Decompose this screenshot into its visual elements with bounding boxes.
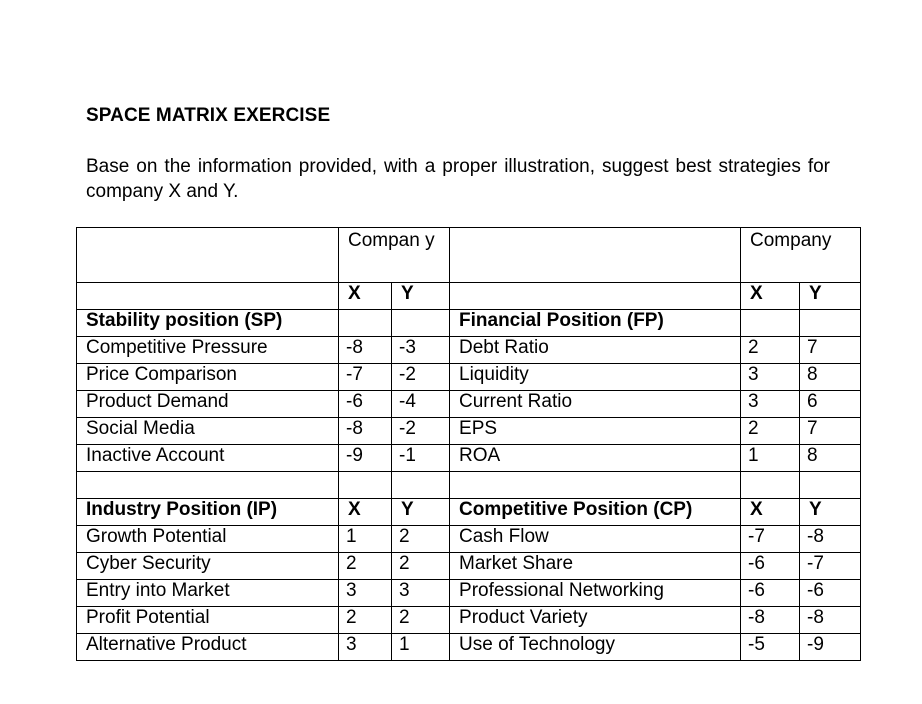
fp-x-value: 3 <box>741 391 800 418</box>
cp-y-value: -8 <box>800 607 861 634</box>
table-row <box>77 364 861 391</box>
x-column-label: X <box>339 283 392 310</box>
x-column-label: X <box>339 499 392 526</box>
sp-x-value: -8 <box>339 418 392 445</box>
ip-factor-label: Alternative Product <box>77 634 339 661</box>
fp-x-value: 1 <box>741 445 800 472</box>
ip-x-value: 1 <box>339 526 392 553</box>
cp-x-value: -8 <box>741 607 800 634</box>
sp-factor-label: Competitive Pressure <box>77 337 339 364</box>
ip-y-value: 2 <box>392 526 450 553</box>
ip-y-value: 1 <box>392 634 450 661</box>
fp-y-value: 7 <box>800 418 861 445</box>
ip-y-value: 3 <box>392 580 450 607</box>
fp-x-value: 3 <box>741 364 800 391</box>
empty-cell <box>450 472 741 499</box>
empty-cell <box>392 310 450 337</box>
x-column-label: X <box>741 283 800 310</box>
sp-y-value: -4 <box>392 391 450 418</box>
cp-x-value: -7 <box>741 526 800 553</box>
fp-factor-label: ROA <box>450 445 741 472</box>
sp-factor-label: Price Comparison <box>77 364 339 391</box>
ip-factor-label: Cyber Security <box>77 553 339 580</box>
table-row <box>77 445 861 472</box>
sp-y-value: -3 <box>392 337 450 364</box>
sp-factor-label: Inactive Account <box>77 445 339 472</box>
empty-cell <box>339 472 392 499</box>
table-row <box>77 337 861 364</box>
ip-y-value: 2 <box>392 607 450 634</box>
fp-y-value: 6 <box>800 391 861 418</box>
ip-x-value: 2 <box>339 553 392 580</box>
table-row <box>77 391 861 418</box>
table-row <box>77 553 861 580</box>
cp-x-value: -6 <box>741 580 800 607</box>
instruction-text: Base on the information provided, with a proper illustration, suggest best strategies for company X and Y. <box>86 156 830 202</box>
sp-y-value: -2 <box>392 418 450 445</box>
fp-factor-label: Liquidity <box>450 364 741 391</box>
ip-factor-label: Entry into Market <box>77 580 339 607</box>
y-column-label: Y <box>392 283 450 310</box>
section-heading-row <box>77 499 861 526</box>
sp-heading: Stability position (SP) <box>77 310 339 337</box>
y-column-label: Y <box>392 499 450 526</box>
x-column-label: X <box>741 499 800 526</box>
sp-x-value: -9 <box>339 445 392 472</box>
cp-y-value: -9 <box>800 634 861 661</box>
ip-factor-label: Growth Potential <box>77 526 339 553</box>
fp-heading: Financial Position (FP) <box>450 310 741 337</box>
empty-cell <box>77 283 339 310</box>
table-row <box>77 580 861 607</box>
header-empty-left <box>77 228 339 283</box>
cp-x-value: -5 <box>741 634 800 661</box>
table-row <box>77 526 861 553</box>
fp-factor-label: Debt Ratio <box>450 337 741 364</box>
table-row <box>77 607 861 634</box>
fp-y-value: 8 <box>800 445 861 472</box>
header-empty-right <box>450 228 741 283</box>
space-matrix-table <box>76 227 861 661</box>
empty-cell <box>800 310 861 337</box>
fp-y-value: 7 <box>800 337 861 364</box>
ip-x-value: 3 <box>339 580 392 607</box>
empty-cell <box>450 283 741 310</box>
ip-x-value: 3 <box>339 634 392 661</box>
ip-y-value: 2 <box>392 553 450 580</box>
fp-factor-label: Current Ratio <box>450 391 741 418</box>
cp-factor-label: Use of Technology <box>450 634 741 661</box>
table-row <box>77 418 861 445</box>
empty-cell <box>339 310 392 337</box>
cp-y-value: -6 <box>800 580 861 607</box>
empty-cell <box>741 310 800 337</box>
empty-cell <box>800 472 861 499</box>
xy-label-row <box>77 283 861 310</box>
sp-x-value: -7 <box>339 364 392 391</box>
ip-x-value: 2 <box>339 607 392 634</box>
sp-x-value: -8 <box>339 337 392 364</box>
cp-factor-label: Product Variety <box>450 607 741 634</box>
sp-y-value: -1 <box>392 445 450 472</box>
empty-cell <box>77 472 339 499</box>
company-header-right: Company <box>741 228 861 283</box>
sp-factor-label: Social Media <box>77 418 339 445</box>
cp-heading: Competitive Position (CP) <box>450 499 741 526</box>
document-title: SPACE MATRIX EXERCISE <box>86 105 331 126</box>
cp-factor-label: Professional Networking <box>450 580 741 607</box>
cp-y-value: -7 <box>800 553 861 580</box>
fp-y-value: 8 <box>800 364 861 391</box>
y-column-label: Y <box>800 499 861 526</box>
fp-x-value: 2 <box>741 418 800 445</box>
cp-factor-label: Cash Flow <box>450 526 741 553</box>
ip-factor-label: Profit Potential <box>77 607 339 634</box>
empty-cell <box>741 472 800 499</box>
table-row <box>77 634 861 661</box>
company-header-left: Compan y <box>339 228 450 283</box>
cp-x-value: -6 <box>741 553 800 580</box>
empty-cell <box>392 472 450 499</box>
fp-factor-label: EPS <box>450 418 741 445</box>
cp-factor-label: Market Share <box>450 553 741 580</box>
table-header-row <box>77 228 861 283</box>
fp-x-value: 2 <box>741 337 800 364</box>
sp-factor-label: Product Demand <box>77 391 339 418</box>
sp-y-value: -2 <box>392 364 450 391</box>
sp-x-value: -6 <box>339 391 392 418</box>
y-column-label: Y <box>800 283 861 310</box>
section-heading-row <box>77 310 861 337</box>
ip-heading: Industry Position (IP) <box>77 499 339 526</box>
spacer-row <box>77 472 861 499</box>
cp-y-value: -8 <box>800 526 861 553</box>
